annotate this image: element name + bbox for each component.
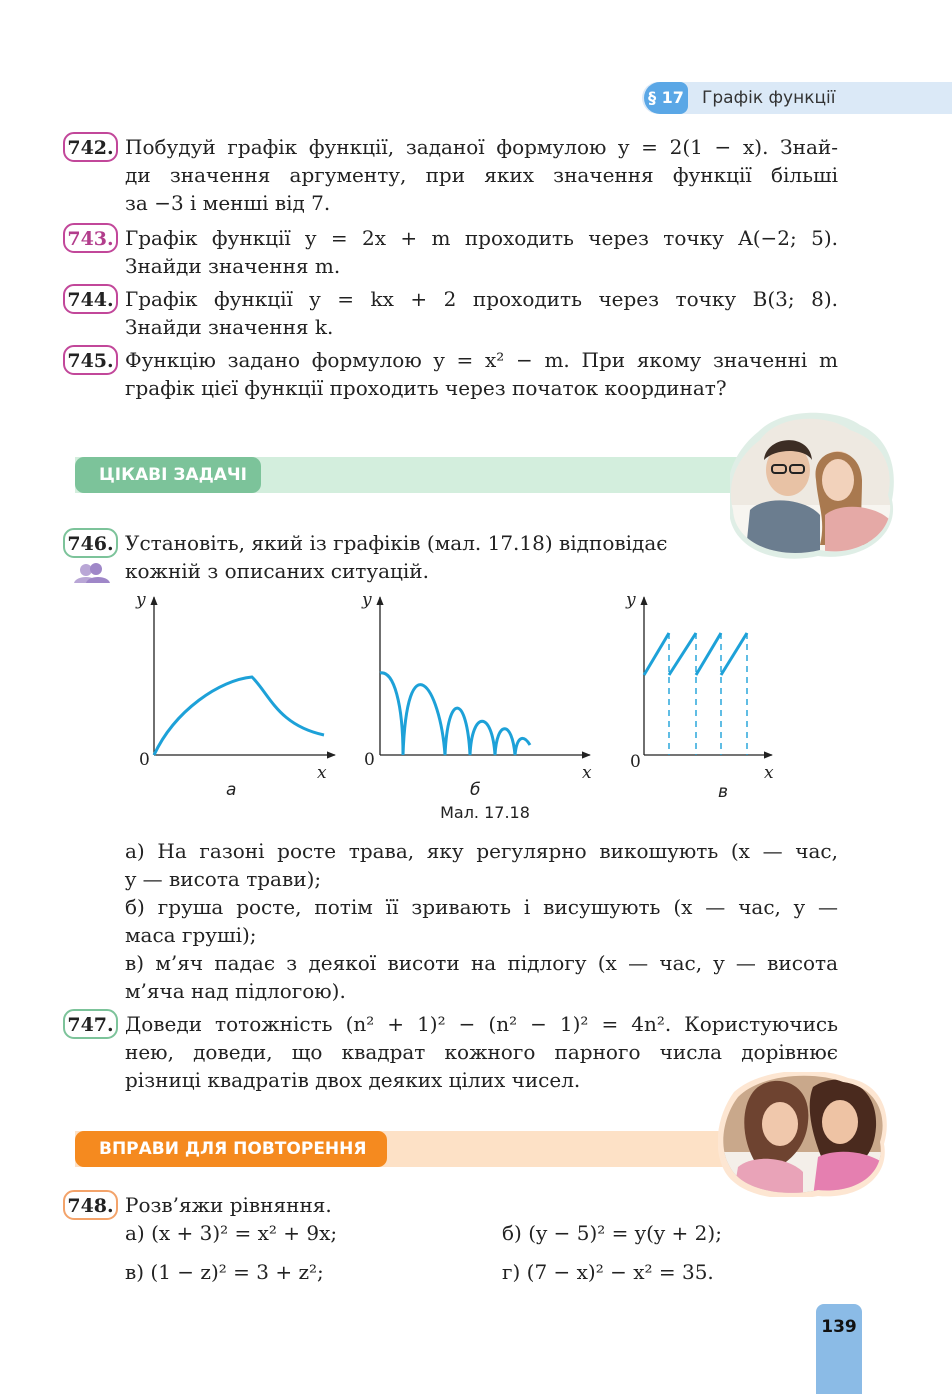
item-a-line-1: а) На газоні росте трава, яку регулярно викошують (x — час, bbox=[125, 839, 838, 863]
graph-c-label: в bbox=[718, 782, 729, 802]
problem-744-line-2: Знайди значення k. bbox=[125, 315, 334, 339]
item-b-line-1: б) груша росте, потім її зривають і висушують (x — час, y — bbox=[125, 895, 838, 919]
discussion-icon bbox=[72, 561, 112, 585]
graph-a-y-label: y bbox=[136, 590, 146, 610]
section-badge: § 17 bbox=[644, 82, 688, 114]
graph-a-origin: 0 bbox=[139, 750, 150, 770]
problem-744-line-1: Графік функції y = kx + 2 проходить через точку B(3; 8). bbox=[125, 287, 838, 311]
problem-746-line-2: кожній з описаних ситуацій. bbox=[125, 559, 429, 583]
graph-c bbox=[625, 590, 774, 802]
graph-a-label: а bbox=[226, 780, 237, 800]
graph-b-x-label: x bbox=[582, 763, 592, 783]
graph-a bbox=[135, 590, 335, 800]
problem-742-line-1: Побудуй графік функції, заданої формулою y = 2(1 − x). Знай- bbox=[125, 135, 838, 159]
item-c-line-1: в) м’яч падає з деякої висоти на підлогу (x — час, y — висота bbox=[125, 951, 838, 975]
problem-748-title: Розв’яжи рівняння. bbox=[125, 1193, 332, 1217]
problem-748-c: в) (1 − z)² = 3 + z²; bbox=[125, 1260, 324, 1284]
page-number: 139 bbox=[816, 1304, 862, 1394]
problem-745-line-1: Функцію задано формулою y = x² − m. При якому значенні m bbox=[125, 348, 838, 372]
figure-17-18 bbox=[120, 585, 800, 825]
graph-b-y-label: y bbox=[362, 590, 372, 610]
review-section-label: ВПРАВИ ДЛЯ ПОВТОРЕННЯ bbox=[75, 1131, 387, 1167]
problem-742-line-2: ди значення аргументу, при яких значення функції більші bbox=[125, 163, 838, 187]
problem-747-line-2: нею, доведи, що квадрат кожного парного числа дорівнює bbox=[125, 1040, 838, 1064]
graph-c-y-label: y bbox=[626, 590, 636, 610]
problem-number-744: 744. bbox=[63, 284, 118, 314]
problem-number-748: 748. bbox=[63, 1190, 118, 1220]
graph-c-origin: 0 bbox=[630, 752, 641, 772]
problem-number-747: 747. bbox=[63, 1009, 118, 1039]
graph-a-curve bbox=[154, 677, 324, 755]
figure-caption: Мал. 17.18 bbox=[440, 803, 530, 822]
problem-745-line-2: графік цієї функції проходить через початок координат? bbox=[125, 376, 727, 400]
item-c-line-2: м’яча над підлогою). bbox=[125, 979, 346, 1003]
photo-girls bbox=[718, 1072, 888, 1197]
problem-747-line-3: різниці квадратів двох деяких цілих чисел. bbox=[125, 1068, 581, 1092]
problem-number-742: 742. bbox=[63, 132, 118, 162]
problem-743-line-1: Графік функції y = 2x + m проходить через точку A(−2; 5). bbox=[125, 226, 838, 250]
interesting-section-label: ЦІКАВІ ЗАДАЧІ bbox=[75, 457, 261, 493]
problem-748-d: г) (7 − x)² − x² = 35. bbox=[502, 1260, 714, 1284]
problem-748-b: б) (y − 5)² = y(y + 2); bbox=[502, 1221, 722, 1245]
header-title: Графік функції bbox=[702, 88, 836, 108]
graph-b-origin: 0 bbox=[364, 750, 375, 770]
problem-number-745: 745. bbox=[63, 345, 118, 375]
graph-b bbox=[361, 590, 592, 800]
photo-students bbox=[730, 410, 895, 560]
problem-747-line-1: Доведи тотожність (n² + 1)² − (n² − 1)² = 4n². Користуючись bbox=[125, 1012, 838, 1036]
graph-b-curve bbox=[380, 673, 530, 755]
graph-a-x-label: x bbox=[317, 763, 327, 783]
graph-b-label: б bbox=[470, 780, 481, 800]
item-b-line-2: маса груші); bbox=[125, 923, 257, 947]
graph-c-x-label: x bbox=[764, 763, 774, 783]
problem-742-line-3: за −3 і менші від 7. bbox=[125, 191, 331, 215]
problem-number-743: 743. bbox=[63, 223, 118, 253]
problem-number-746: 746. bbox=[63, 528, 118, 558]
problem-743-line-2: Знайди значення m. bbox=[125, 254, 341, 278]
item-a-line-2: y — висота трави); bbox=[125, 867, 322, 891]
problem-746-line-1: Установіть, який із графіків (мал. 17.18) відповідає bbox=[125, 531, 668, 555]
problem-748-a: а) (x + 3)² = x² + 9x; bbox=[125, 1221, 338, 1245]
